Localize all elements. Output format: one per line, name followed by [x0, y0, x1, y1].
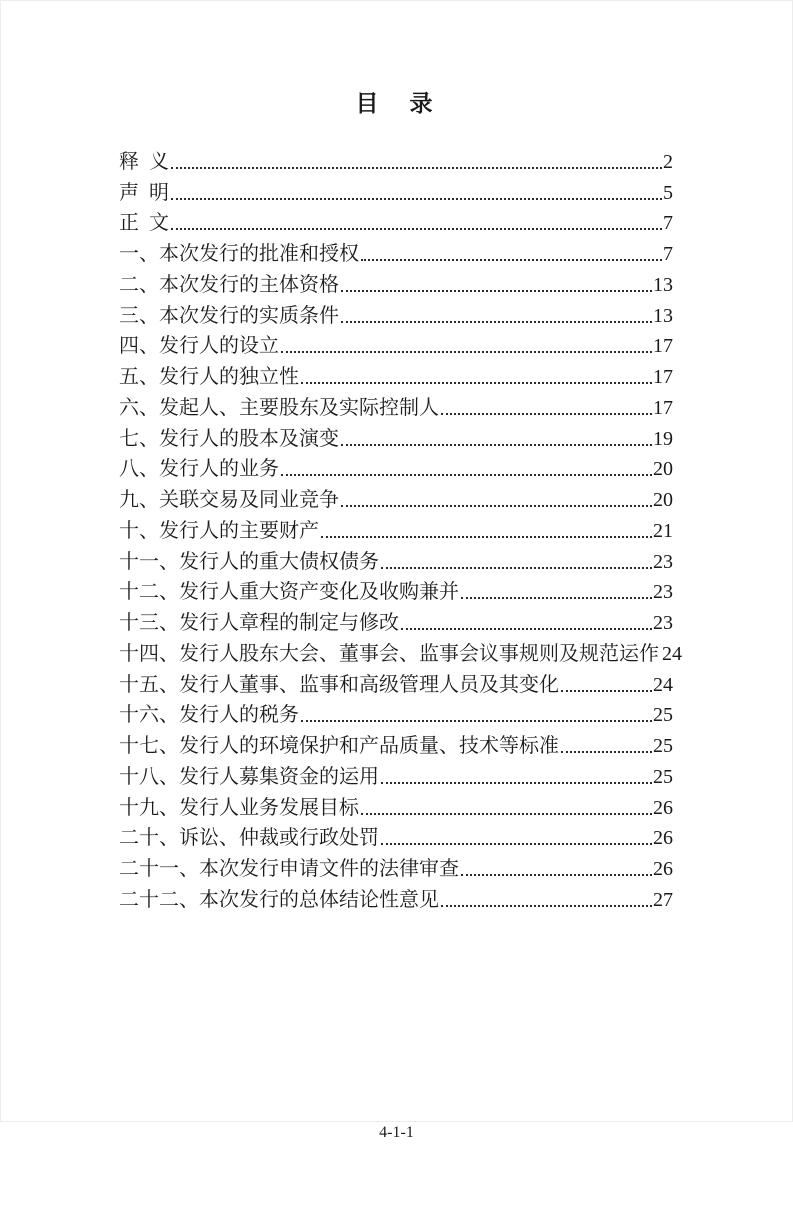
toc-dot-leader	[381, 567, 652, 569]
toc-entry-page: 2	[663, 150, 673, 173]
toc-entry-page: 13	[653, 304, 673, 327]
toc-entry-page: 25	[653, 735, 673, 757]
toc-entry-label: 一、本次发行的批准和授权	[119, 243, 359, 265]
toc-dot-leader	[561, 751, 652, 753]
toc-dot-leader	[301, 720, 652, 722]
toc-entry-label: 十三、发行人章程的制定与修改	[119, 612, 399, 634]
toc-entry-label: 二、本次发行的主体资格	[119, 273, 339, 296]
toc-dot-leader	[341, 505, 652, 507]
toc-entry-label: 十四、发行人股东大会、董事会、监事会议事规则及规范运作	[119, 642, 659, 665]
toc-entry-label: 十九、发行人业务发展目标	[119, 796, 359, 819]
toc-entry	[119, 269, 673, 300]
toc-entry	[119, 607, 673, 638]
toc-entry-label: 九、关联交易及同业竞争	[119, 489, 339, 511]
toc-dot-leader	[321, 536, 652, 538]
toc-entry	[119, 331, 673, 362]
toc-entry	[119, 300, 673, 331]
toc-entry-label: 二十二、本次发行的总体结论性意见	[119, 888, 439, 911]
toc-entry	[119, 884, 673, 915]
toc-entry	[119, 853, 673, 884]
toc-entry	[119, 177, 673, 208]
toc-dot-leader	[381, 843, 652, 845]
toc-dot-leader	[361, 813, 652, 815]
toc-entry-label: 二十、诉讼、仲裁或行政处罚	[119, 827, 379, 850]
toc-entry-page: 7	[663, 243, 673, 265]
toc-entry-page: 20	[653, 489, 673, 511]
toc-entry	[119, 423, 673, 454]
toc-dot-leader	[461, 597, 652, 599]
toc-entry-label: 十六、发行人的税务	[119, 704, 299, 727]
toc-entry-page: 27	[653, 888, 673, 911]
toc-entry-page: 5	[663, 181, 673, 204]
toc-entry	[119, 823, 673, 854]
toc-entry-label: 三、本次发行的实质条件	[119, 304, 339, 327]
toc-dot-leader	[281, 474, 652, 476]
toc-entry	[119, 638, 682, 669]
toc-entry	[119, 238, 673, 269]
toc-entry-page: 23	[653, 581, 673, 604]
toc-entry	[119, 361, 673, 392]
toc-entry	[119, 792, 673, 823]
toc-dot-leader	[171, 167, 662, 169]
toc-entry-page: 26	[653, 796, 673, 819]
toc-entry-page: 24	[653, 673, 673, 696]
toc-entry-label: 十七、发行人的环境保护和产品质量、技术等标准	[119, 735, 559, 757]
toc-dot-leader	[341, 444, 652, 446]
toc-entry-label: 十二、发行人重大资产变化及收购兼并	[119, 581, 459, 604]
toc-entry-label: 声 明	[119, 181, 169, 204]
table-of-contents	[119, 146, 682, 915]
toc-entry-page: 21	[653, 519, 673, 542]
toc-entry	[119, 730, 673, 761]
toc-entry-label: 六、发起人、主要股东及实际控制人	[119, 396, 439, 419]
toc-dot-leader	[381, 782, 652, 784]
toc-entry	[119, 208, 673, 239]
toc-entry	[119, 146, 673, 177]
toc-dot-leader	[361, 259, 662, 261]
toc-dot-leader	[341, 321, 652, 323]
toc-dot-leader	[171, 198, 662, 200]
toc-dot-leader	[171, 228, 662, 230]
toc-entry	[119, 669, 673, 700]
page-title: 目 录	[355, 91, 437, 116]
toc-entry-page: 17	[653, 366, 673, 388]
toc-entry-page: 23	[653, 612, 673, 634]
toc-entry-label: 二十一、本次发行申请文件的法律审查	[119, 858, 459, 880]
toc-entry-label: 五、发行人的独立性	[119, 366, 299, 388]
toc-dot-leader	[561, 690, 652, 692]
toc-dot-leader	[281, 351, 652, 353]
toc-dot-leader	[301, 382, 652, 384]
toc-entry-label: 十、发行人的主要财产	[119, 519, 319, 542]
toc-entry-page: 13	[653, 273, 673, 296]
toc-entry-label: 十八、发行人募集资金的运用	[119, 765, 379, 788]
toc-entry	[119, 392, 673, 423]
document-page	[1, 87, 792, 1207]
toc-entry-page: 23	[653, 550, 673, 573]
toc-entry	[119, 515, 673, 546]
toc-dot-leader	[441, 905, 652, 907]
toc-entry-label: 十一、发行人的重大债权债务	[119, 550, 379, 573]
toc-entry-label: 释 义	[119, 150, 169, 173]
toc-entry-page: 17	[653, 335, 673, 358]
page-number-footer: 4-1-1	[379, 1124, 414, 1141]
toc-entry-label: 七、发行人的股本及演变	[119, 427, 339, 450]
toc-entry	[119, 577, 673, 608]
toc-entry	[119, 761, 673, 792]
toc-entry-page: 24	[662, 642, 682, 665]
toc-entry-page: 19	[653, 427, 673, 450]
toc-entry-label: 八、发行人的业务	[119, 458, 279, 481]
toc-dot-leader	[401, 628, 652, 630]
toc-entry	[119, 454, 673, 485]
toc-dot-leader	[461, 874, 652, 876]
toc-entry	[119, 700, 673, 731]
toc-entry-page: 26	[653, 858, 673, 880]
toc-dot-leader	[441, 413, 652, 415]
toc-entry	[119, 484, 673, 515]
toc-entry-label: 正 文	[119, 212, 169, 235]
toc-entry-label: 十五、发行人董事、监事和高级管理人员及其变化	[119, 673, 559, 696]
toc-entry-label: 四、发行人的设立	[119, 335, 279, 358]
toc-entry-page: 7	[663, 212, 673, 235]
toc-entry-page: 26	[653, 827, 673, 850]
toc-entry-page: 20	[653, 458, 673, 481]
toc-entry	[119, 546, 673, 577]
toc-dot-leader	[341, 290, 652, 292]
toc-entry-page: 25	[653, 704, 673, 727]
toc-entry-page: 25	[653, 765, 673, 788]
toc-entry-page: 17	[653, 396, 673, 419]
